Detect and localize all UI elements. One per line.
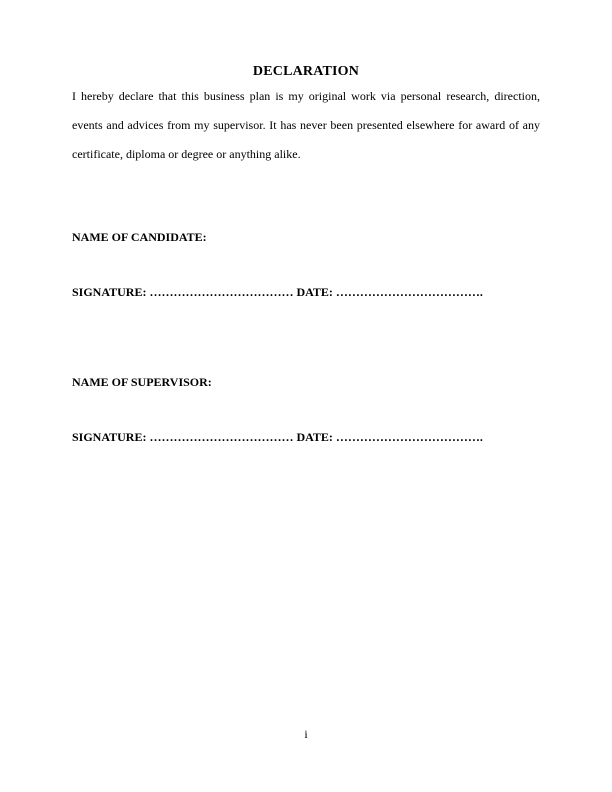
body-line: I hereby declare that this business plan is my original work via personal research, direction, [72,89,540,103]
page-title: DECLARATION [252,64,360,79]
body-paragraph [72,82,540,169]
supervisor-signature-date-line: SIGNATURE: ……………………………… DATE: ………………………………. [72,430,483,444]
candidate-name-label: NAME OF CANDIDATE: [72,230,207,244]
page-number: i [304,727,308,741]
supervisor-name-label: NAME OF SUPERVISOR: [72,375,212,389]
body-line: events and advices from my supervisor. It has never been presented elsewhere for award of any [72,118,540,132]
body-line: certificate, diploma or degree or anything alike. [72,147,301,161]
candidate-signature-date-line: SIGNATURE: ……………………………… DATE: ………………………………. [72,285,483,299]
